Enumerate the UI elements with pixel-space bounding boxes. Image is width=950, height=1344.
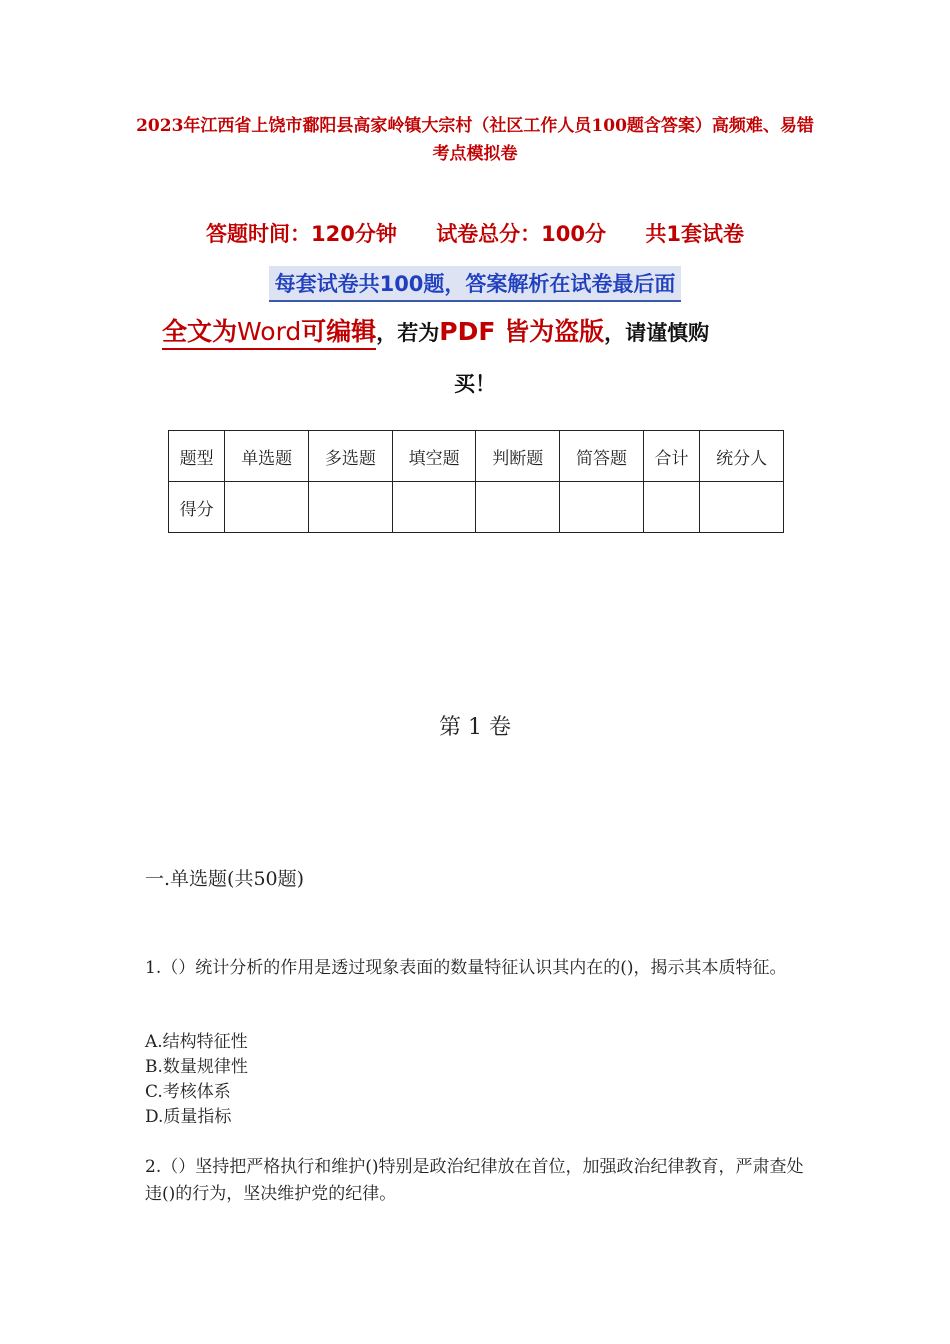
option-c: C.考核体系 (145, 1082, 231, 1102)
score-cell[interactable] (560, 482, 644, 533)
warning-part4: ，请谨慎购 (604, 321, 710, 345)
warning-part2: 可编辑 (301, 317, 377, 346)
warning-part3: ，若为 (376, 321, 440, 345)
question-1-options (145, 1030, 248, 1130)
score-cell[interactable] (476, 482, 560, 533)
section-heading: 一.单选题(共50题) (145, 868, 305, 890)
option-d: D.质量指标 (145, 1107, 232, 1127)
header-cell: 题型 (169, 431, 225, 482)
word-editable-note (162, 317, 377, 350)
header-cell: 简答题 (560, 431, 644, 482)
banner-container (0, 266, 950, 302)
document-title: 2023年江西省上饶市鄱阳县高家岭镇大宗村（社区工作人员100题含答案）高频难、易错考点模拟卷 (136, 116, 814, 164)
answer-banner: 每套试卷共100题，答案解析在试卷最后面 (269, 266, 682, 302)
option-a: A.结构特征性 (145, 1032, 248, 1052)
score-cell[interactable] (700, 482, 784, 533)
row-label-cell: 得分 (169, 482, 225, 533)
warning-line2: 买！ (454, 372, 496, 396)
option-b: B.数量规律性 (145, 1057, 248, 1077)
header-cell: 合计 (643, 431, 699, 482)
volume-heading: 第 1 卷 (439, 715, 511, 740)
question-1: 1.（）统计分析的作用是透过现象表面的数量特征认识其内在的()，揭示其本质特征。 (145, 958, 787, 978)
exam-set-count: 共1套试卷 (645, 222, 744, 246)
score-table-score-row (169, 482, 784, 533)
header-cell: 统分人 (700, 431, 784, 482)
header-cell: 判断题 (476, 431, 560, 482)
score-cell[interactable] (309, 482, 393, 533)
score-table-header-row (169, 431, 784, 482)
exam-total-score: 试卷总分：100分 (436, 222, 607, 246)
header-cell: 单选题 (225, 431, 309, 482)
warning-part1: 全文为 (162, 317, 238, 346)
warning-pdf: PDF 皆为盗版 (439, 317, 605, 346)
header-cell: 多选题 (309, 431, 393, 482)
exam-time: 答题时间：120分钟 (206, 222, 397, 246)
copyright-warning (162, 312, 802, 348)
exam-info (0, 218, 950, 248)
question-2: 2.（）坚持把严格执行和维护()特别是政治纪律放在首位，加强政治纪律教育，严肃查处违()的行为，坚决维护党的纪律。 (145, 1157, 804, 1204)
score-cell[interactable] (643, 482, 699, 533)
score-cell[interactable] (392, 482, 476, 533)
score-table (168, 430, 784, 533)
warning-word: Word (237, 317, 302, 346)
header-cell: 填空题 (392, 431, 476, 482)
score-cell[interactable] (225, 482, 309, 533)
